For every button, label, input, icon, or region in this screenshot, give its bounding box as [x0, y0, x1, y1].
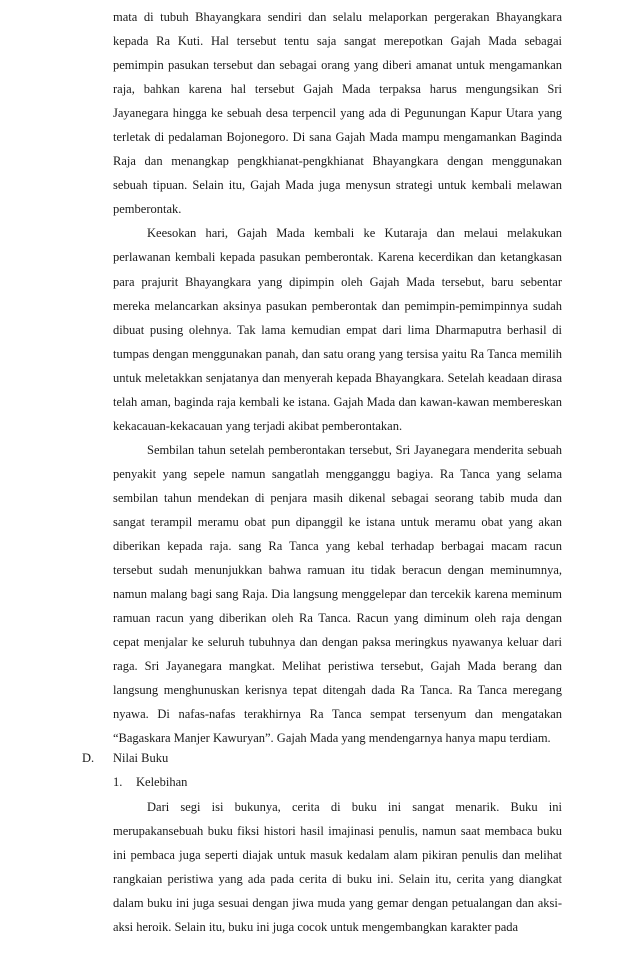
section-letter: D. [82, 751, 95, 765]
kelebihan-text-block [113, 795, 562, 939]
paragraph-kelebihan: Dari segi isi bukunya, cerita di buku ini sangat menarik. Buku ini merupakansebuah buku fiksi histori hasil imajinasi penulis, namun saat membaca buku ini pembaca juga seperti diajak untuk masuk kedalam alam pikiran penulis dan melihat rangkaian peristiwa yang ada pada cerita di buku ini. Selain itu, cerita yang diangkat dalam buku ini juga sesuai dengan jiwa muda yang gemar dengan petualangan dan aksi-aksi heroik. Selain itu, buku ini juga cocok untuk mengembangkan karakter pada [113, 800, 562, 935]
subsection-heading-kelebihan [113, 770, 187, 794]
subsection-number: 1. [113, 775, 123, 789]
subsection-title: Kelebihan [136, 775, 188, 789]
paragraph-sembilan-tahun: Sembilan tahun setelah pemberontakan tersebut, Sri Jayanegara menderita sebuah penyakit yang sepele namun sangatlah mengganggu bagiya. Ra Tanca yang selama sembilan tahun mendekan di penjara masih dikenal sebagai seorang tabib muda dan sangat terampil meramu obat pun dipanggil ke istana untuk meramu obat yang akan diberikan kepada raja. sang Ra Tanca yang kebal terhadap berbagai macam racun tersebut sudah menunjukkan bahwa ramuan itu tidak beracun dengan meminumnya, namun malang bagi sang Raja. Dia langsung menggelepar dan tercekik karena meminum ramuan racun yang diberikan oleh Ra Tanca. Racun yang diminum oleh raja dengan cepat menjalar ke seluruh tubuhnya dan dengan paksa meringkus nyawanya keluar dari raga. Sri Jayanegara mangkat. Melihat peristiwa tersebut, Gajah Mada berang dan langsung menghunuskan kerisnya tepat ditengah dada Ra Tanca. Ra Tanca meregang nyawa. Di nafas-nafas terakhirnya Ra Tanca sempat tersenyum dan mengatakan “Bagaskara Manjer Kawuryan”. Gajah Mada yang mendengarnya hanya mapu terdiam. [113, 442, 562, 746]
paragraph-keesokan-hari: Keesokan hari, Gajah Mada kembali ke Kutaraja dan melaui melakukan perlawanan kembali kepada pasukan pemberontak. Karena kecerdikan dan ketangkasan para prajurit Bhayangkara yang dipimpin oleh Gajah Mada tersebut, baru sebentar mereka melancarkan aksinya pasukan pemberontak dan pemimpin-pemimpinnya sudah dibuat pusing olehnya. Tak lama kemudian empat dari lima Dharmaputra berhasil di tumpas dengan menggunakan panah, dan satu orang yang tersisa yaitu Ra Tanca memilih untuk meletakkan senjatanya dan menyerah kepada Bhayangkara. Setelah keadaan dirasa telah aman, baginda raja kembali ke istana. Gajah Mada dan kawan-kawan membereskan kekacauan-kekacauan yang terjadi akibat pemberontakan. [113, 226, 562, 433]
section-heading-nilai-buku [82, 746, 168, 770]
paragraph-continuation: mata di tubuh Bhayangkara sendiri dan selalu melaporkan pergerakan Bhayangkara kepada Ra Kuti. Hal tersebut tentu saja sangat merepotkan Gajah Mada sebagai pemimpin pasukan tersebut dan sebagai orang yang diberi amanat untuk mengamankan raja, bahkan karena hal tersebut Gajah Mada terpaksa harus mengungsikan Sri Jayanegara hingga ke sebuah desa terpencil yang ada di Pegunungan Kapur Utara yang terletak di pedalaman Bojonegoro. Di sana Gajah Mada mampu mengamankan Baginda Raja dan menangkap pengkhianat-pengkhianat Bhayangkara dengan menggunakan sebuah tipuan. Selain itu, Gajah Mada juga menysun strategi untuk kembali melawan pemberontak. [113, 10, 562, 217]
section-title: Nilai Buku [113, 751, 169, 765]
story-text-block [113, 5, 562, 750]
